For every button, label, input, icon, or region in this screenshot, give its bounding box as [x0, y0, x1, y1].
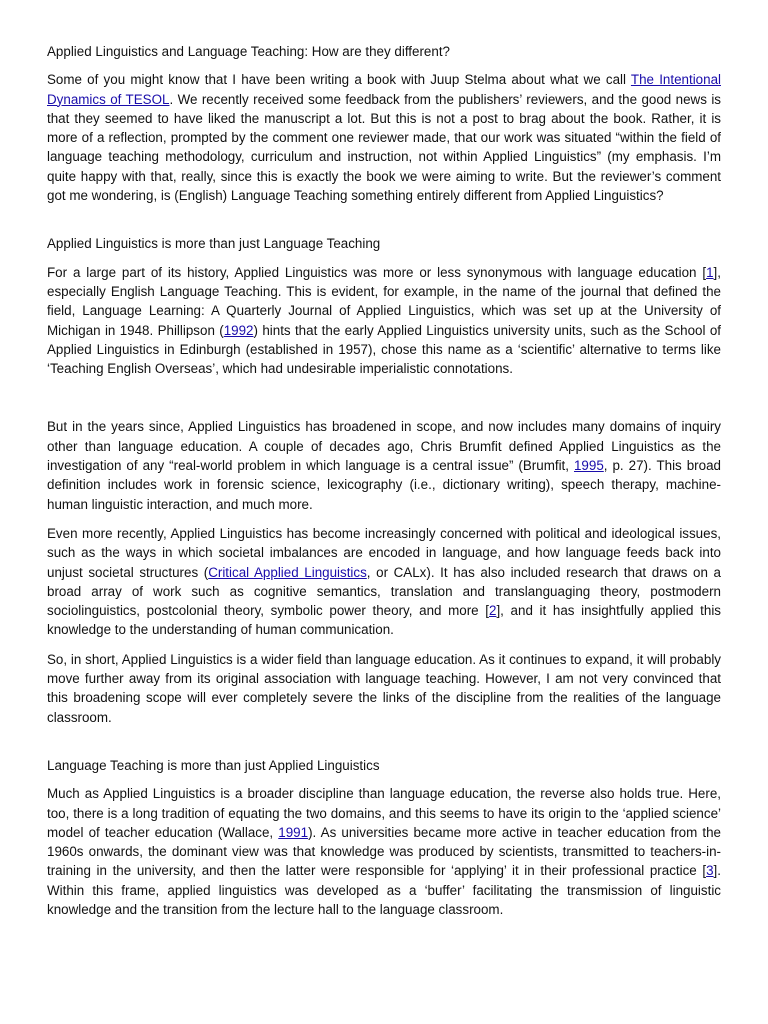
teacher-text-1: Much as Applied Linguistics is a broader discipline than language education, the reverse also holds true. Here, too, there is a long tradition of equating the two domains, and this seems to have its origin to the ‘applied science’ model of teacher education (Wallace, — [47, 786, 721, 840]
intro-paragraph — [47, 70, 721, 205]
footnote-link-3[interactable]: 3 — [706, 863, 714, 879]
broadened-scope-paragraph — [47, 417, 721, 513]
footnote-link-2[interactable]: 2 — [489, 603, 497, 619]
broadened-text-1: But in the years since, Applied Linguistics has broadened in scope, and now includes many domains of inquiry other than language education. A couple of decades ago, Chris Brumfit defined Applied Linguistics as the investigation of any “real-world problem in which language is a central issue” (Brumfit, — [47, 419, 721, 474]
intentional-dynamics-link[interactable]: The Intentional Dynamics of TESOL — [47, 72, 721, 107]
section-heading-applied-linguistics: Applied Linguistics is more than just Language Teaching — [47, 236, 381, 252]
page-title: Applied Linguistics and Language Teaching: How are they different? — [47, 44, 450, 59]
broadened-text-2: , p. 27). This broad definition includes work in forensic science, lexicography (i.e., dictionary writing), speech therapy, machine-human linguistic interaction, and much more. — [47, 458, 721, 512]
intro-text-2: . We recently received some feedback from the publishers’ reviewers, and the good news is that they seemed to have liked the manuscript a lot. But this is not a post to brag about the book. Rather, it is more of a reflection, prompted by the comment one reviewer made, that our work was situated “within the field of language teaching methodology, curriculum and instruction, not within Applied Linguistics” (my emphasis. I’m quite happy with that, really, since this is exactly the book we were aiming to write. But the reviewer’s comment got me wondering, is (English) Language Teaching something entirely different from Applied Linguistics? — [47, 91, 722, 204]
teacher-text-2: ). As universities became more active in teacher education from the 1960s onwards, the dominant view was that knowledge was produced by scientists, transmitted to teachers-in-training in the university, and then the latter were responsible for ‘applying’ it in their professional practice [ — [47, 824, 721, 879]
brumfit-1995-link[interactable]: 1995 — [573, 458, 604, 474]
summary-paragraph: So, in short, Applied Linguistics is a wider field than language education. As it continues to expand, it will probably move further away from its original association with language teaching. However, I am not very convinced that this broadening scope will ever completely severe the links of the discipline from the realities of the language classroom. — [47, 651, 721, 725]
critical-text-2: , or CALx). It has also included research that draws on a broad array of work such as cognitive semantics, translation and translanguaging theory, postmodern sociolinguistics, postcolonial theory, symbolic power theory, and more [ — [47, 564, 721, 619]
critical-text-1: Even more recently, Applied Linguistics has become increasingly concerned with political and ideological issues, such as the ways in which societal imbalances are encoded in language, and how language feeds back into unjust societal structures ( — [47, 525, 721, 580]
wallace-1991-link[interactable]: 1991 — [278, 824, 309, 840]
history-text-3: ) hints that the early Applied Linguistics university units, such as the School of Applied Linguistics in Edinburgh (established in 1957), chose this name as a ‘scientific’ alternative to terms like ‘Teaching English Overseas’, which had undesirable imperialistic connotations. — [47, 322, 721, 377]
critical-applied-linguistics-link[interactable]: Critical Applied Linguistics — [208, 564, 367, 580]
footnote-link-1[interactable]: 1 — [706, 264, 714, 280]
history-text-1: For a large part of its history, Applied Linguistics was more or less synonymous with language education [ — [47, 264, 707, 280]
phillipson-1992-link[interactable]: 1992 — [223, 322, 254, 338]
teacher-education-paragraph — [47, 784, 721, 919]
teacher-text-3: ]. Within this frame, applied linguistics was developed as a ‘buffer’ facilitating the transmission of linguistic knowledge and the transition from the lecture hall to the language classroom. — [47, 863, 721, 917]
document-page — [47, 42, 721, 919]
history-paragraph — [47, 263, 721, 379]
intro-text-1: Some of you might know that I have been writing a book with Juup Stelma about what we call — [47, 72, 631, 88]
history-text-2: ], especially English Language Teaching. This is evident, for example, in the name of the journal that defined the field, Language Learning: A Quarterly Journal of Applied Linguistics, which was set up at the University of Michigan in 1948. Phillipson ( — [47, 264, 721, 338]
section-heading-language-teaching: Language Teaching is more than just Applied Linguistics — [47, 757, 380, 773]
critical-paragraph — [47, 524, 721, 640]
critical-text-3: ], and it has insightfully applied this knowledge to the understanding of human communication. — [47, 603, 721, 638]
